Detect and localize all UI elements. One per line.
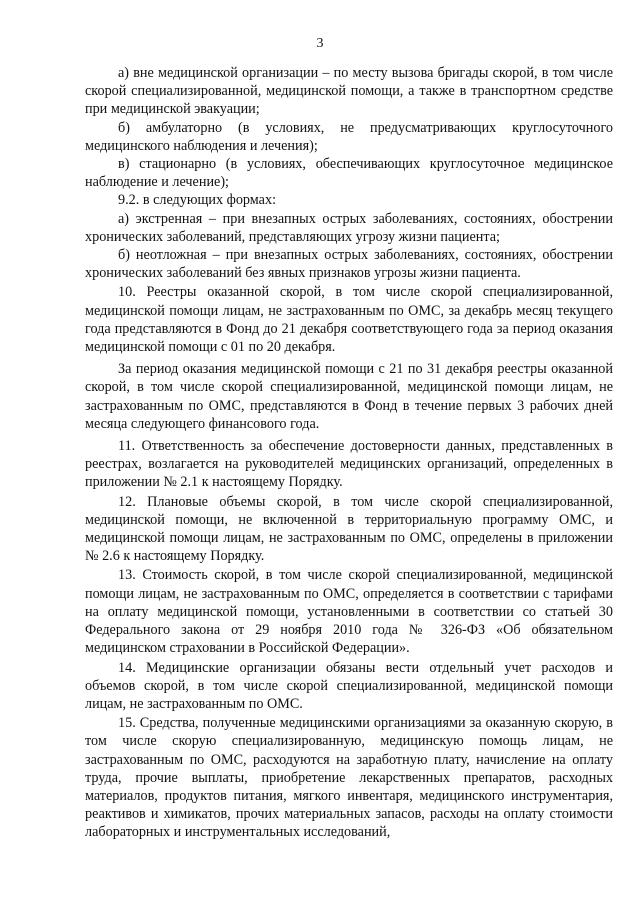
- paragraph-13: 13. Стоимость скорой, в том числе скорой специализированной, медицинской помощи лицам, не застрахованным по ОМС, определяется в соответствии с тарифами на оплату медицинской помощи, установленными в соответствии со статьей 30 Федерального закона от 29 ноября 2010 года № 326-ФЗ «Об обязательном медицинском страховании в Российской Федерации».: [85, 567, 613, 657]
- paragraph-11: 11. Ответственность за обеспечение достоверности данных, представленных в реестрах, возлагается на руководителей медицинских организаций, определенных в приложении № 2.1 к настоящему Порядку.: [85, 438, 613, 491]
- paragraph-9-2-a: а) экстренная – при внезапных острых заболеваниях, состояниях, обострении хронических заболеваний, представляющих угрозу жизни пациента;: [85, 210, 613, 245]
- paragraph-10: 10. Реестры оказанной скорой, в том числе скорой специализированной, медицинской помощи лицам, не застрахованным по ОМС, за декабрь месяц текущего года представляются в Фонд до 21 декабря соответствующего года за период оказания медицинской помощи с 01 по 20 декабря.: [85, 284, 613, 356]
- paragraph-9-1-a: а) вне медицинской организации – по месту вызова бригады скорой, в том числе скорой специализированной, медицинской помощи, а также в транспортном средстве при медицинской эвакуации;: [85, 65, 613, 118]
- paragraph-15: 15. Средства, полученные медицинскими организациями за оказанную скорую, в том числе скорую специализированную, медицинскую помощь лицам, не застрахованным по ОМС, расходуются на заработную плату, начисление на оплату труда, прочие выплаты, приобретение лекарственных препаратов, расходных материалов, продуктов питания, мягкого инвентаря, медицинского инструментария, реактивов и химикатов, прочих материальных запасов, расходы на оплату стоимости лабораторных и инструментальных исследований,: [85, 715, 613, 841]
- paragraph-9-2-b: б) неотложная – при внезапных острых заболеваниях, состояниях, обострении хронических заболеваний без явных признаков угрозы жизни пациента.: [85, 247, 613, 282]
- paragraph-10-period: За период оказания медицинской помощи с 21 по 31 декабря реестры оказанной скорой, в том числе скорой специализированной, медицинской помощи лицам, не застрахованным по ОМС, представляются в Фонд в течение первых 3 рабочих дней месяца следующего финансового года.: [85, 361, 613, 432]
- document-body: [85, 64, 613, 842]
- paragraph-9-1-v: в) стационарно (в условиях, обеспечивающих круглосуточное медицинское наблюдение и лечение);: [85, 156, 613, 191]
- paragraph-9-2: 9.2. в следующих формах:: [118, 192, 277, 209]
- paragraph-9-1-b: б) амбулаторно (в условиях, не предусматривающих круглосуточного медицинского наблюдения и лечения);: [85, 119, 613, 154]
- paragraph-12: 12. Плановые объемы скорой, в том числе скорой специализированной, медицинской помощи, не включенной в территориальную программу ОМС, и медицинской помощи лицам, не застрахованным по ОМС, определены в приложении № 2.6 к настоящему Порядку.: [85, 493, 613, 565]
- paragraph-14: 14. Медицинские организации обязаны вести отдельный учет расходов и объемов скорой, в том числе скорой специализированной, медицинской помощи лицам, не застрахованным по ОМС.: [85, 659, 613, 712]
- page-number: 3: [316, 36, 324, 51]
